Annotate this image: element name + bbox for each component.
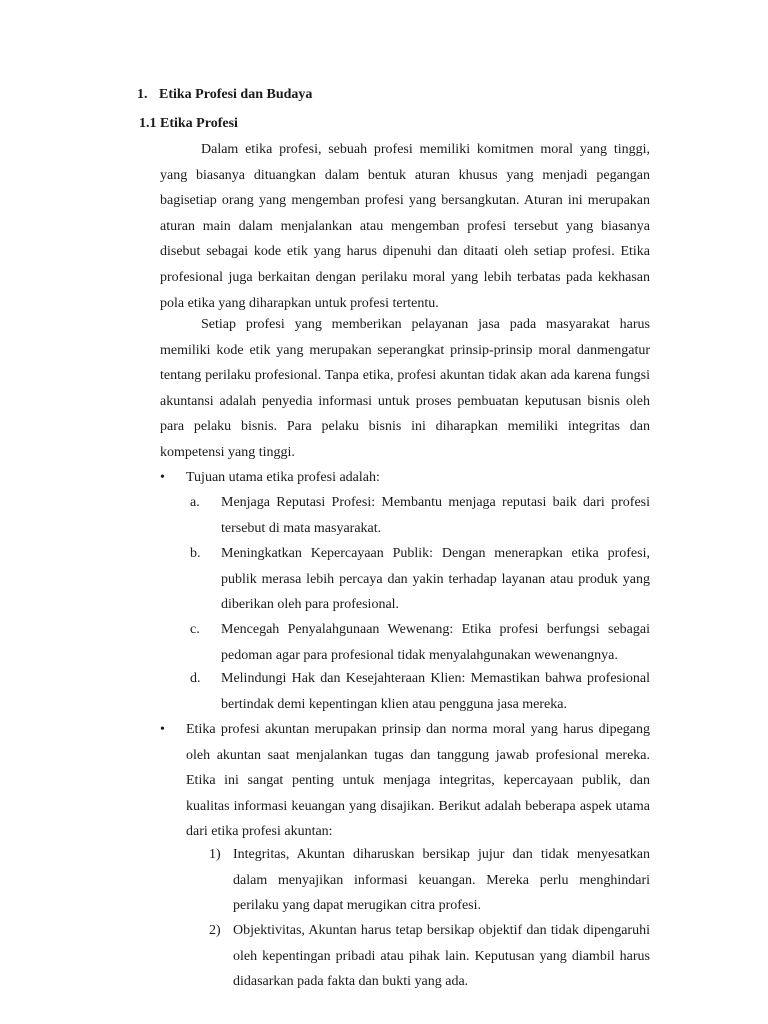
list-item: Meningkatkan Kepercayaan Publik: Dengan menerapkan etika profesi, publik merasa lebih percaya dan yakin terhadap layanan atau produk yang diberikan oleh para profesional. [221,546,650,613]
bullet-tujuan: Tujuan utama etika profesi adalah: [186,470,380,485]
paragraph-kode-etik: Setiap profesi yang memberikan pelayanan jasa pada masyarakat harus memiliki kode etik yang merupakan seperangkat prinsip-prinsip moral danmengatur tentang perilaku profesional. Tanpa etika, profesi akuntan tidak akan ada karena fungsi akuntansi adalah penyedia informasi untuk proses pembuatan keputusan bisnis oleh para pelaku bisnis. Para pelaku bisnis ini diharapkan memiliki integritas dan kompetensi yang tinggi. [160,317,650,460]
paragraph-etika-profesi: Dalam etika profesi, sebuah profesi memiliki komitmen moral yang tinggi, yang biasanya dituangkan dalam bentuk aturan khusus yang menjadi pegangan bagisetiap orang yang mengemban profesi yang bersangkutan. Aturan ini merupakan aturan main dalam menjalankan atau mengemban profesi tersebut yang biasanya disebut sebagai kode etik yang harus dipenuhi dan ditaati oleh setiap profesi. Etika profesional juga berkaitan dengan perilaku moral yang lebih terbatas pada kekhasan pola etika yang diharapkan untuk profesi tertentu. [160,142,650,311]
section-title: Etika Profesi dan Budaya [159,87,313,102]
list-item: Objektivitas, Akuntan harus tetap bersikap objektif dan tidak dipengaruhi oleh kepentingan pribadi atau pihak lain. Keputusan yang diambil harus didasarkan pada fakta dan bukti yang ada. [233,923,650,990]
list-marker: c. [190,622,200,637]
bullet-marker: • [160,722,165,737]
subsection-heading: 1.1 Etika Profesi [139,116,238,131]
list-marker: d. [190,671,201,686]
section-number: 1. [137,87,148,102]
list-marker: 2) [209,923,221,938]
list-item: Menjaga Reputasi Profesi: Membantu menjaga reputasi baik dari profesi tersebut di mata masyarakat. [221,495,650,536]
section-heading [137,85,312,105]
list-item: Mencegah Penyalahgunaan Wewenang: Etika profesi berfungsi sebagai pedoman agar para profesional tidak menyalahgunakan wewenangnya. [221,622,650,663]
list-item: Integritas, Akuntan diharuskan bersikap jujur dan tidak menyesatkan dalam menyajikan informasi keuangan. Mereka perlu menghindari perilaku yang dapat merugikan citra profesi. [233,847,650,914]
list-marker: a. [190,495,200,510]
list-marker: 1) [209,847,221,862]
list-item: Melindungi Hak dan Kesejahteraan Klien: Memastikan bahwa profesional bertindak demi kepentingan klien atau pengguna jasa mereka. [221,671,650,712]
bullet-marker: • [160,470,165,485]
bullet-etika-akuntan: Etika profesi akuntan merupakan prinsip dan norma moral yang harus dipegang oleh akuntan saat menjalankan tugas dan tanggung jawab profesional mereka. Etika ini sangat penting untuk menjaga integritas, kepercayaan publik, dan kualitas informasi keuangan yang disajikan. Berikut adalah beberapa aspek utama dari etika profesi akuntan: [186,722,650,840]
list-marker: b. [190,546,201,561]
